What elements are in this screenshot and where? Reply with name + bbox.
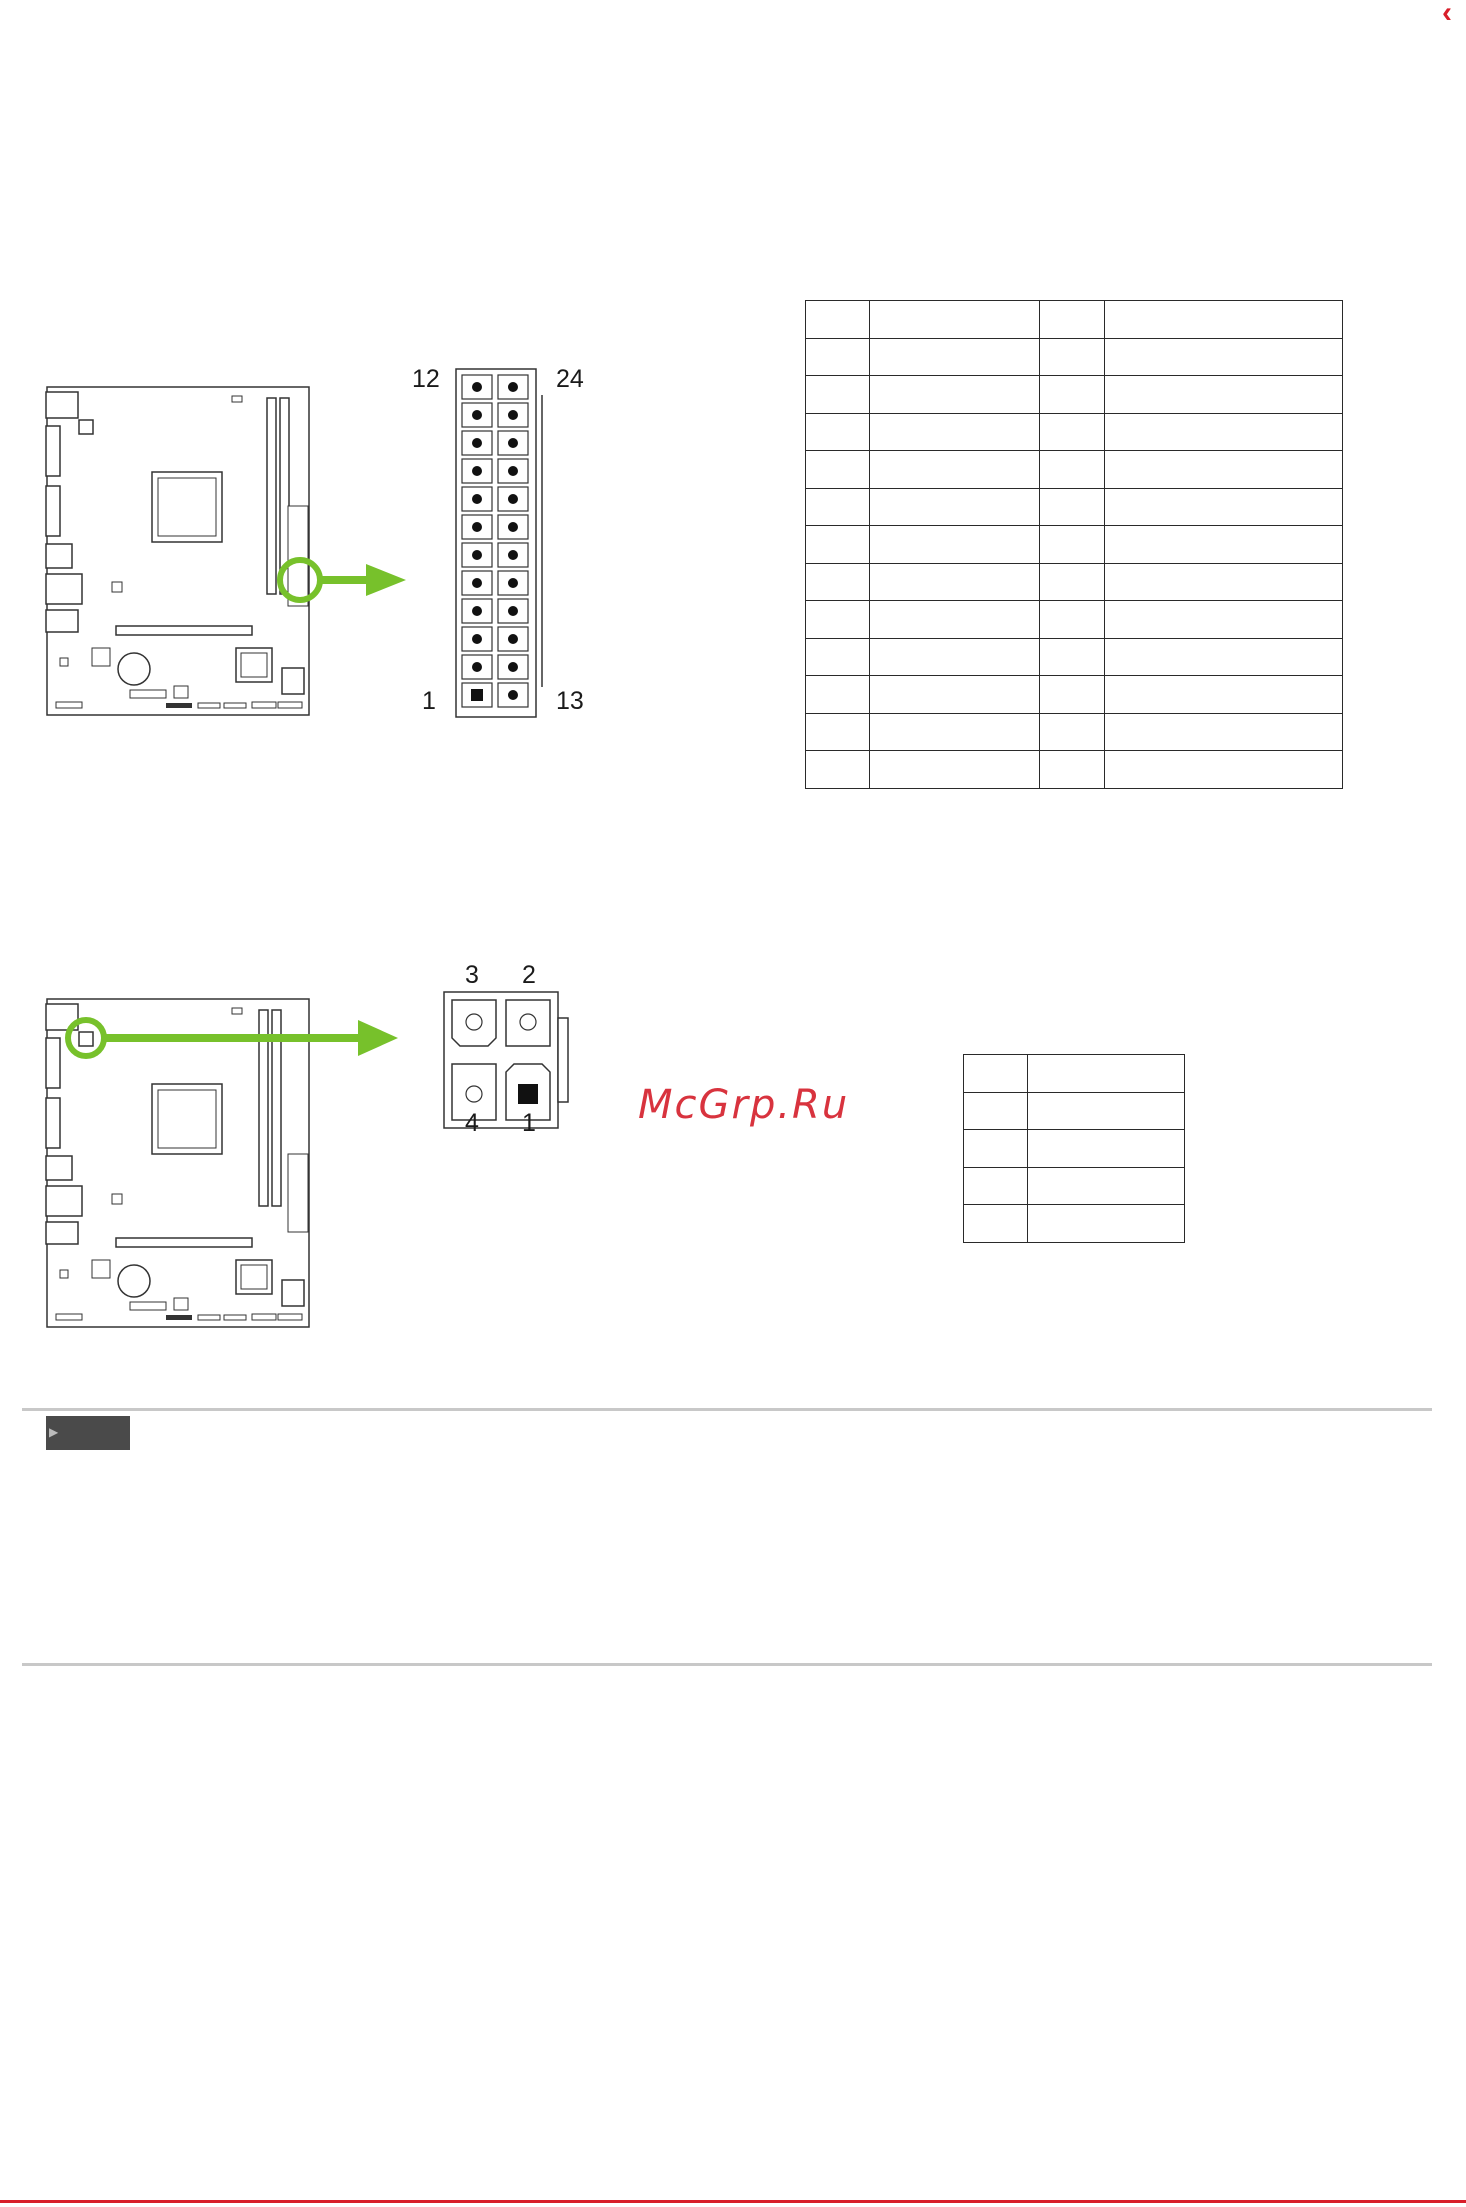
pin-dot — [472, 494, 482, 504]
table-row — [806, 563, 1343, 601]
prev-page-chevron-icon[interactable]: ‹ — [1442, 0, 1452, 29]
table-cell — [869, 451, 1039, 489]
table-cell — [806, 338, 870, 376]
atx4-pin-table — [963, 1054, 1185, 1243]
table-row — [806, 451, 1343, 489]
section-divider-top — [22, 1408, 1432, 1411]
table-cell — [1027, 1167, 1184, 1205]
table-cell — [1027, 1205, 1184, 1243]
table-row — [806, 413, 1343, 451]
pin4-label-3: 3 — [465, 961, 479, 989]
table-cell — [1027, 1092, 1184, 1130]
table-cell — [869, 751, 1039, 789]
pin-dot — [472, 606, 482, 616]
table-cell — [869, 338, 1039, 376]
pin-dot — [472, 662, 482, 672]
section-divider-bottom — [22, 1663, 1432, 1666]
table-cell — [806, 676, 870, 714]
table-cell — [806, 751, 870, 789]
table-cell — [869, 563, 1039, 601]
table-cell — [1027, 1130, 1184, 1168]
pin-dot — [508, 578, 518, 588]
table-row — [964, 1130, 1185, 1168]
table-cell — [1105, 526, 1343, 564]
table-cell — [869, 638, 1039, 676]
pin-dot — [508, 466, 518, 476]
table-cell — [869, 413, 1039, 451]
table-cell — [964, 1055, 1028, 1093]
table-row — [806, 751, 1343, 789]
pin-dot — [472, 522, 482, 532]
pin-dot — [508, 494, 518, 504]
table-cell — [869, 301, 1039, 339]
green-arrow-icon-2 — [64, 1016, 402, 1064]
table-cell — [806, 713, 870, 751]
table-row — [806, 488, 1343, 526]
green-arrow-icon — [276, 556, 410, 604]
table-cell — [1105, 488, 1343, 526]
pin-dot — [508, 410, 518, 420]
table-cell — [1039, 676, 1105, 714]
table-cell — [869, 488, 1039, 526]
pin-dot — [508, 550, 518, 560]
table-cell — [1039, 638, 1105, 676]
table-row — [806, 526, 1343, 564]
pin4-label-2: 2 — [522, 961, 536, 989]
atx24-pin-table — [805, 300, 1343, 789]
table-cell — [1105, 376, 1343, 414]
watermark-text: McGrp.Ru — [638, 1082, 850, 1128]
table-cell — [806, 638, 870, 676]
table-cell — [964, 1167, 1028, 1205]
table-cell — [1105, 338, 1343, 376]
table-cell — [869, 601, 1039, 639]
pin-label-12: 12 — [412, 365, 440, 393]
pin-label-1: 1 — [422, 687, 436, 715]
table-row — [806, 338, 1343, 376]
table-cell — [1105, 713, 1343, 751]
table-cell — [869, 376, 1039, 414]
motherboard-diagram-atx24 — [46, 386, 311, 716]
table-cell — [806, 488, 870, 526]
table-row — [806, 301, 1343, 339]
table-cell — [806, 601, 870, 639]
atx24-pins — [454, 367, 544, 719]
table-row — [964, 1205, 1185, 1243]
table-cell — [964, 1205, 1028, 1243]
footer-rule — [0, 2200, 1466, 2203]
pin-dot — [508, 382, 518, 392]
pin-dot — [508, 662, 518, 672]
pin-dot — [472, 550, 482, 560]
pin-1-square — [471, 689, 483, 701]
pin-dot — [472, 634, 482, 644]
table-cell — [806, 563, 870, 601]
table-row — [806, 376, 1343, 414]
pin-dot — [472, 578, 482, 588]
table-row — [964, 1055, 1185, 1093]
table-row — [806, 713, 1343, 751]
table-cell — [964, 1092, 1028, 1130]
table-cell — [806, 376, 870, 414]
table-cell — [1105, 638, 1343, 676]
table-cell — [869, 713, 1039, 751]
table-cell — [1039, 751, 1105, 789]
pin-dot — [472, 466, 482, 476]
pin-dot — [472, 438, 482, 448]
table-cell — [869, 526, 1039, 564]
table-cell — [1039, 488, 1105, 526]
table-cell — [1039, 338, 1105, 376]
table-cell — [1039, 301, 1105, 339]
table-cell — [1105, 751, 1343, 789]
play-triangle-icon: ▶ — [49, 1425, 59, 1439]
table-cell — [869, 676, 1039, 714]
table-row — [964, 1092, 1185, 1130]
table-cell — [806, 451, 870, 489]
pin4-label-4: 4 — [465, 1109, 479, 1137]
table-cell — [1039, 376, 1105, 414]
pin-dot — [508, 634, 518, 644]
pin-dot — [508, 522, 518, 532]
pin-dot — [508, 606, 518, 616]
table-cell — [1039, 601, 1105, 639]
table-cell — [806, 301, 870, 339]
table-cell — [1105, 451, 1343, 489]
table-cell — [1039, 413, 1105, 451]
table-cell — [964, 1130, 1028, 1168]
pin-dot — [472, 382, 482, 392]
atx4-connector-pinout — [442, 990, 570, 1130]
table-row — [806, 601, 1343, 639]
table-row — [806, 638, 1343, 676]
table-cell — [1105, 676, 1343, 714]
pin-dot — [508, 690, 518, 700]
table-cell — [1105, 413, 1343, 451]
table-cell — [1039, 451, 1105, 489]
table-row — [964, 1167, 1185, 1205]
pin-label-13: 13 — [556, 687, 584, 715]
pin-dot — [472, 410, 482, 420]
table-cell — [1039, 713, 1105, 751]
table-cell — [1039, 526, 1105, 564]
pin-label-24: 24 — [556, 365, 584, 393]
table-row — [806, 676, 1343, 714]
pin4-label-1: 1 — [522, 1109, 536, 1137]
table-cell — [1105, 563, 1343, 601]
note-tag — [46, 1416, 130, 1450]
table-cell — [1027, 1055, 1184, 1093]
table-cell — [1039, 563, 1105, 601]
pin-dot — [508, 438, 518, 448]
table-cell — [806, 413, 870, 451]
table-cell — [1105, 601, 1343, 639]
table-cell — [1105, 301, 1343, 339]
table-cell — [806, 526, 870, 564]
